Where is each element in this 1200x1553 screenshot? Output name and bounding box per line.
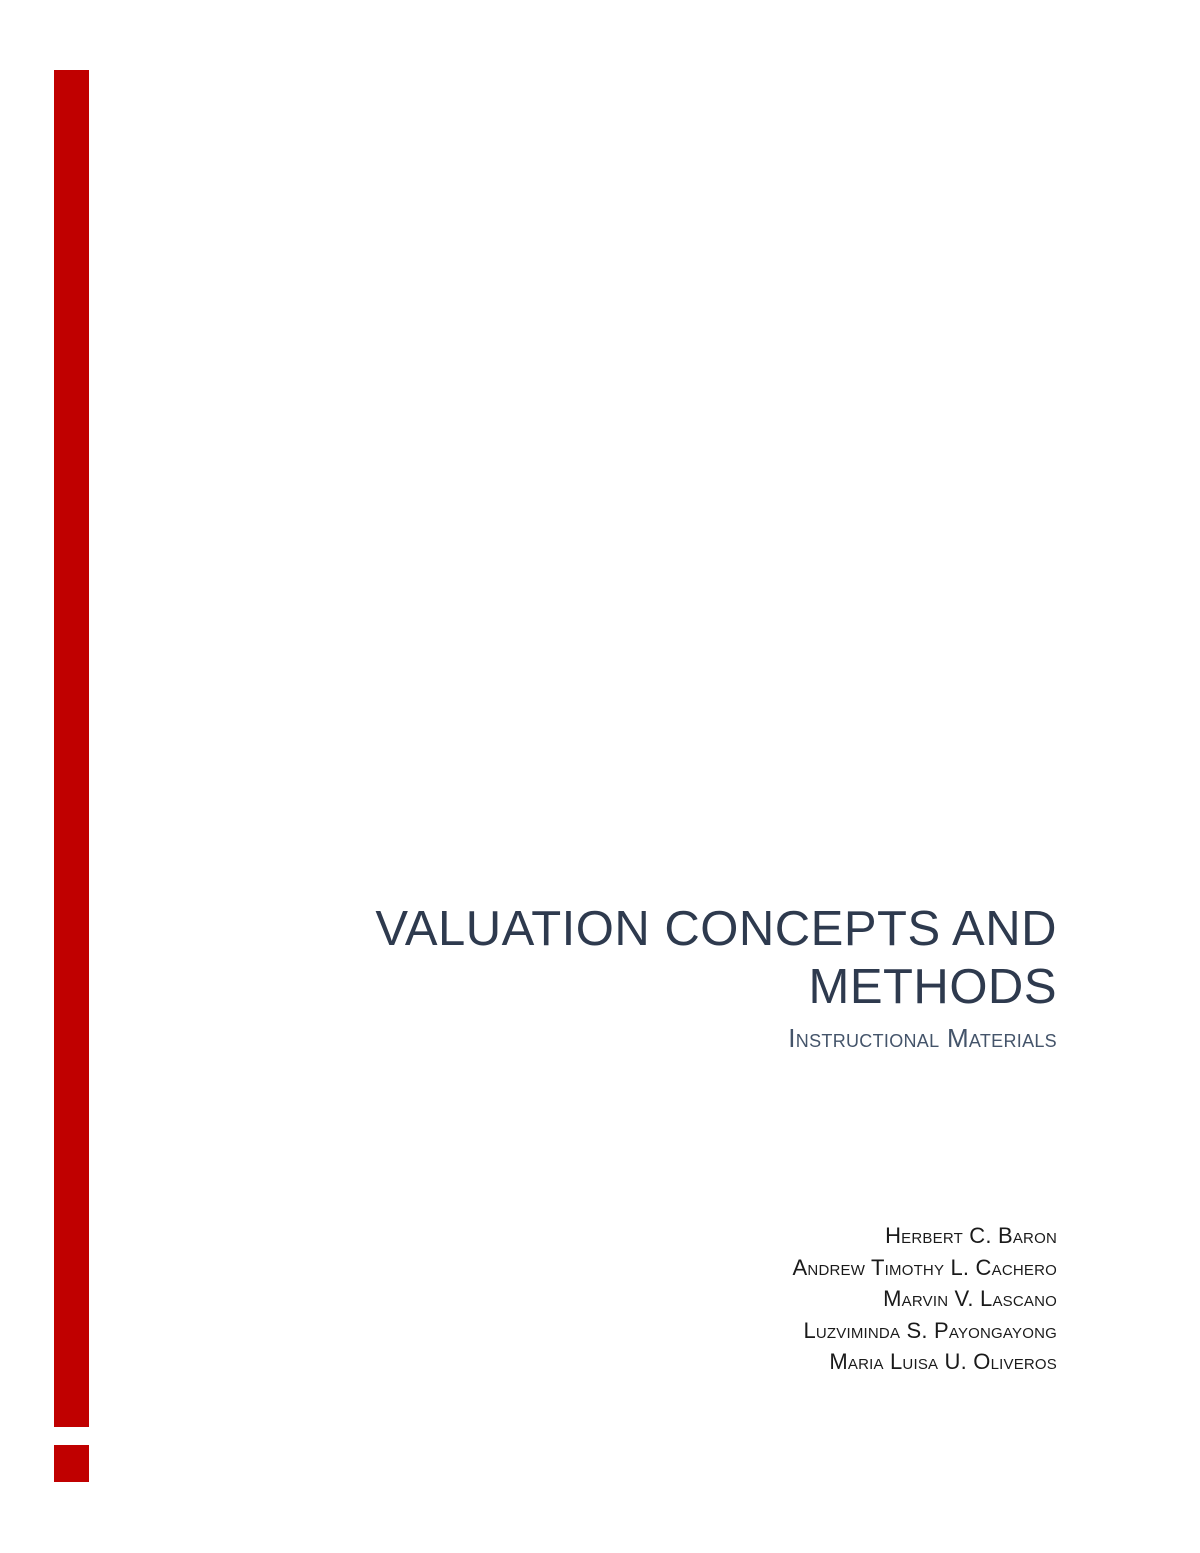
title-line-2: METHODS [808,960,1057,1014]
author-list [357,1220,1057,1378]
accent-square [54,1445,89,1482]
document-title [257,900,1057,1016]
author-name: Maria Luisa U. Oliveros [829,1349,1057,1374]
author-name: Marvin V. Lascano [883,1286,1057,1311]
author-name: Andrew Timothy L. Cachero [792,1254,1057,1280]
title-line-1: VALUATION CONCEPTS AND [375,902,1057,956]
accent-bar [54,70,89,1427]
author-name: Herbert C. Baron [885,1223,1057,1248]
document-subtitle: Instructional Materials [788,1023,1057,1053]
author-name: Luzviminda S. Payongayong [803,1317,1057,1343]
title-block [257,900,1057,1054]
